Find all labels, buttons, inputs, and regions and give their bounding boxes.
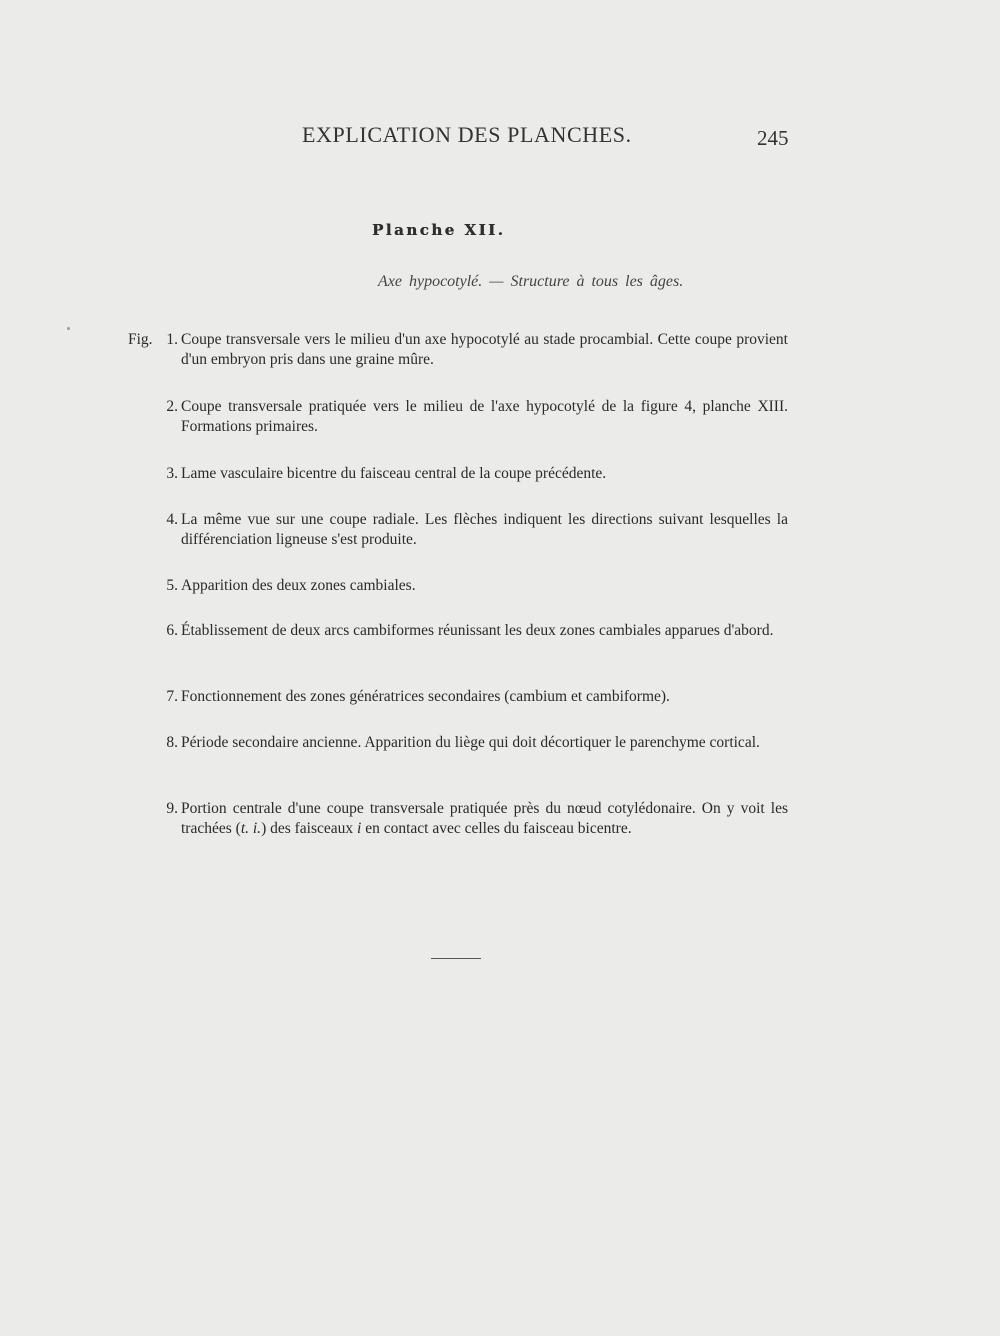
caption-abbreviation: t. i. bbox=[240, 820, 262, 837]
figure-number: 8. bbox=[166, 734, 178, 751]
figure-number: 7. bbox=[166, 688, 178, 705]
plate-heading: Planche XII. bbox=[372, 221, 506, 239]
figure-caption: Coupe transversale pratiquée vers le milieu de l'axe hypocotylé de la figure 4, planche XIII. Formations primaires. bbox=[181, 398, 788, 435]
end-rule bbox=[431, 958, 481, 959]
figure-number: 4. bbox=[166, 511, 178, 528]
figure-caption: Apparition des deux zones cambiales. bbox=[181, 577, 416, 594]
figure-caption: Fonctionnement des zones génératrices secondaires (cambium et cambiforme). bbox=[181, 688, 670, 705]
figure-number: 3. bbox=[166, 465, 178, 482]
running-title: EXPLICATION DES PLANCHES. bbox=[302, 122, 632, 147]
ink-speck bbox=[67, 327, 70, 330]
caption-text: Portion centrale d'une coupe transversale pratiquée près du nœud cotylédonaire. On y voit les trachées ( bbox=[181, 800, 788, 837]
figure-caption: Coupe transversale vers le milieu d'un axe hypocotylé au stade procambial. Cette coupe provient d'un embryon pris dans une graine mûre. bbox=[181, 331, 788, 368]
figure-number: 9. bbox=[166, 800, 178, 817]
figure-number: 5. bbox=[166, 577, 178, 594]
caption-letter: i bbox=[357, 820, 362, 837]
figure-caption: La même vue sur une coupe radiale. Les flèches indiquent les directions suivant lesquelles la différenciation ligneuse s'est produite. bbox=[181, 511, 788, 548]
figure-caption bbox=[181, 799, 788, 839]
figure-caption: Lame vasculaire bicentre du faisceau central de la coupe précédente. bbox=[181, 465, 607, 482]
figure-number: 2. bbox=[166, 398, 178, 415]
figure-caption: Période secondaire ancienne. Apparition du liège qui doit décortiquer le parenchyme cortical. bbox=[181, 734, 760, 751]
caption-text: ) des faisceaux bbox=[261, 820, 358, 837]
fig-label: Fig. bbox=[128, 331, 153, 348]
figure-caption: Établissement de deux arcs cambiformes réunissant les deux zones cambiales apparues d'abord. bbox=[181, 622, 774, 639]
plate-subtitle: Axe hypocotylé. — Structure à tous les âges. bbox=[378, 273, 684, 290]
figure-number: 6. bbox=[166, 622, 178, 639]
figure-number: 1. bbox=[166, 331, 178, 348]
page-number: 245 bbox=[757, 126, 789, 150]
caption-text: en contact avec celles du faisceau bicentre. bbox=[361, 820, 632, 837]
